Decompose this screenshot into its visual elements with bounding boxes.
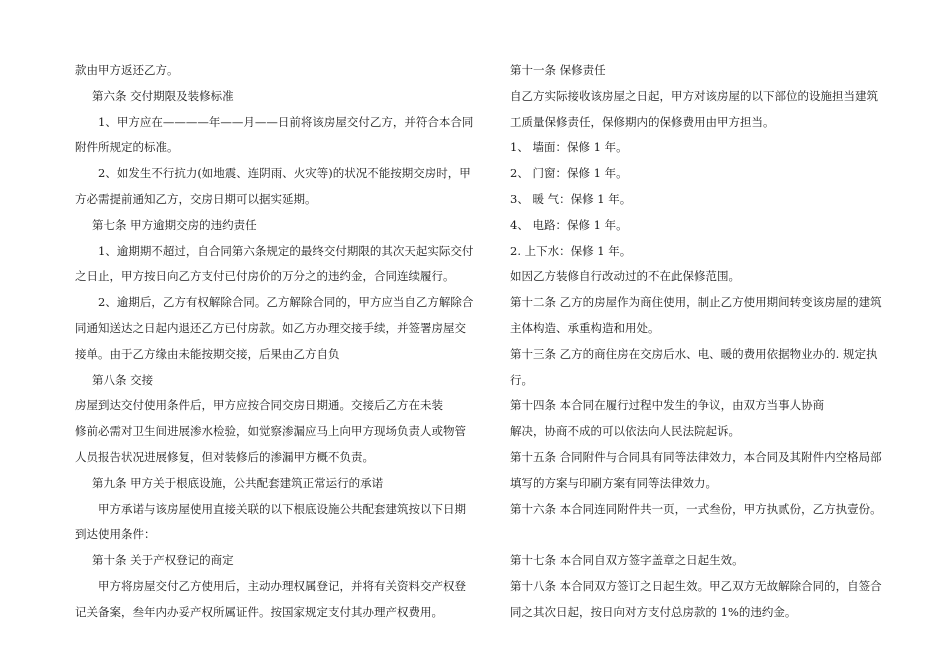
text-line: 记关备案，叁年内办妥产权所属证件。按国家规定支付其办理产权费用。: [75, 604, 443, 619]
text-line: 第十三条 乙方的商住房在交房后水、电、暖的费用依据物业办的. 规定执: [510, 346, 878, 361]
text-line: 第十八条 本合同双方签订之日起生效。甲乙双方无故解除合同的，自签合: [510, 579, 882, 593]
text-line: 第十条 关于产权登记的商定: [92, 553, 234, 568]
text-line: 2、如发生不行抗力(如地震、连阴雨、火灾等)的状况不能按期交房时，甲: [98, 166, 471, 181]
text-line: 甲方将房屋交付乙方使用后，主动办理权属登记，并将有关资料交产权登: [98, 579, 466, 593]
text-line: 工质量保修责任，保修期内的保修费用由甲方担当。: [510, 114, 775, 129]
text-line: 第九条 甲方关于根底设施，公共配套建筑正常运行的承诺: [92, 475, 384, 490]
text-line: 4、 电路：保修 1 年。: [510, 217, 628, 232]
text-line: 到达使用条件：: [75, 527, 156, 542]
text-line: 第十五条 合同附件与合同具有同等法律效力，本合同及其附件内空格局部: [510, 450, 882, 464]
text-line: 1、甲方应在————年——月——日前将该房屋交付乙方，并符合本合同: [98, 114, 474, 129]
text-line: 人员报告状况进展修复，但对装修后的渗漏甲方概不负责。: [75, 450, 374, 464]
text-line: 如因乙方装修自行改动过的不在此保修范围。: [510, 269, 740, 284]
text-line: 行。: [510, 372, 533, 387]
text-line: 2、 门窗：保修 1 年。: [510, 166, 628, 181]
text-line: 款由甲方返还乙方。: [75, 63, 179, 77]
text-line: 第八条 交接: [92, 372, 154, 387]
text-line: 第十六条 本合同连同附件共一页，一式叁份，甲方执贰份，乙方执壹份。: [510, 501, 882, 516]
text-line: 第六条 交付期限及装修标准: [92, 88, 234, 103]
text-line: 第十二条 乙方的房屋作为商住使用，制止乙方使用期间转变该房屋的建筑: [510, 295, 882, 310]
text-line: 同之其次日起，按日向对方支付总房款的 1%的违约金。: [510, 604, 797, 619]
text-line: 第七条 甲方逾期交房的违约责任: [92, 217, 257, 232]
text-line: 附件所规定的标准。: [75, 140, 179, 155]
text-line: 房屋到达交付使用条件后，甲方应按合同交房日期通。交接后乙方在未装: [75, 398, 443, 413]
text-line: 第十四条 本合同在履行过程中发生的争议，由双方当事人协商: [510, 398, 825, 413]
text-line: 主体构造、承重构造和用处。: [510, 321, 660, 335]
text-line: 第十一条 保修责任: [510, 63, 606, 77]
text-line: 3、 暖 气：保修 1 年。: [510, 192, 632, 206]
text-line: 修前必需对卫生间进展渗水检验，如觉察渗漏应马上向甲方现场负责人或物管: [75, 424, 466, 439]
text-line: 2、逾期后，乙方有权解除合同。乙方解除合同的，甲方应当自乙方解除合: [98, 295, 474, 310]
text-line: 方必需提前通知乙方，交房日期可以据实延期。: [75, 192, 317, 206]
text-line: 第十七条 本合同自双方签字盖章之日起生效。: [510, 553, 744, 568]
text-line: 填写的方案与印刷方案有同等法律效力。: [510, 475, 717, 490]
text-line: 甲方承诺与该房屋使用直接关联的以下根底设施公共配套建筑按以下日期: [98, 501, 466, 516]
text-line: 自乙方实际接收该房屋之日起，甲方对该房屋的以下部位的设施担当建筑: [510, 88, 878, 103]
text-line: 2. 上下水：保修 1 年。: [510, 243, 632, 258]
text-line: 之日止，甲方按日向乙方支付已付房价的万分之的违约金，合同连续履行。: [75, 269, 455, 284]
text-line: 1、逾期期不超过，自合同第六条规定的最终交付期限的其次天起实际交付: [98, 243, 474, 258]
text-line: 同通知送达之日起内退还乙方已付房款。如乙方办理交接手续，并签署房屋交: [75, 321, 466, 335]
text-line: 解决，协商不成的可以依法向人民法院起诉。: [510, 424, 740, 439]
text-line: 1、 墙面：保修 1 年。: [510, 140, 628, 155]
text-line: 接单。由于乙方缘由未能按期交接，后果由乙方自负: [75, 346, 340, 361]
